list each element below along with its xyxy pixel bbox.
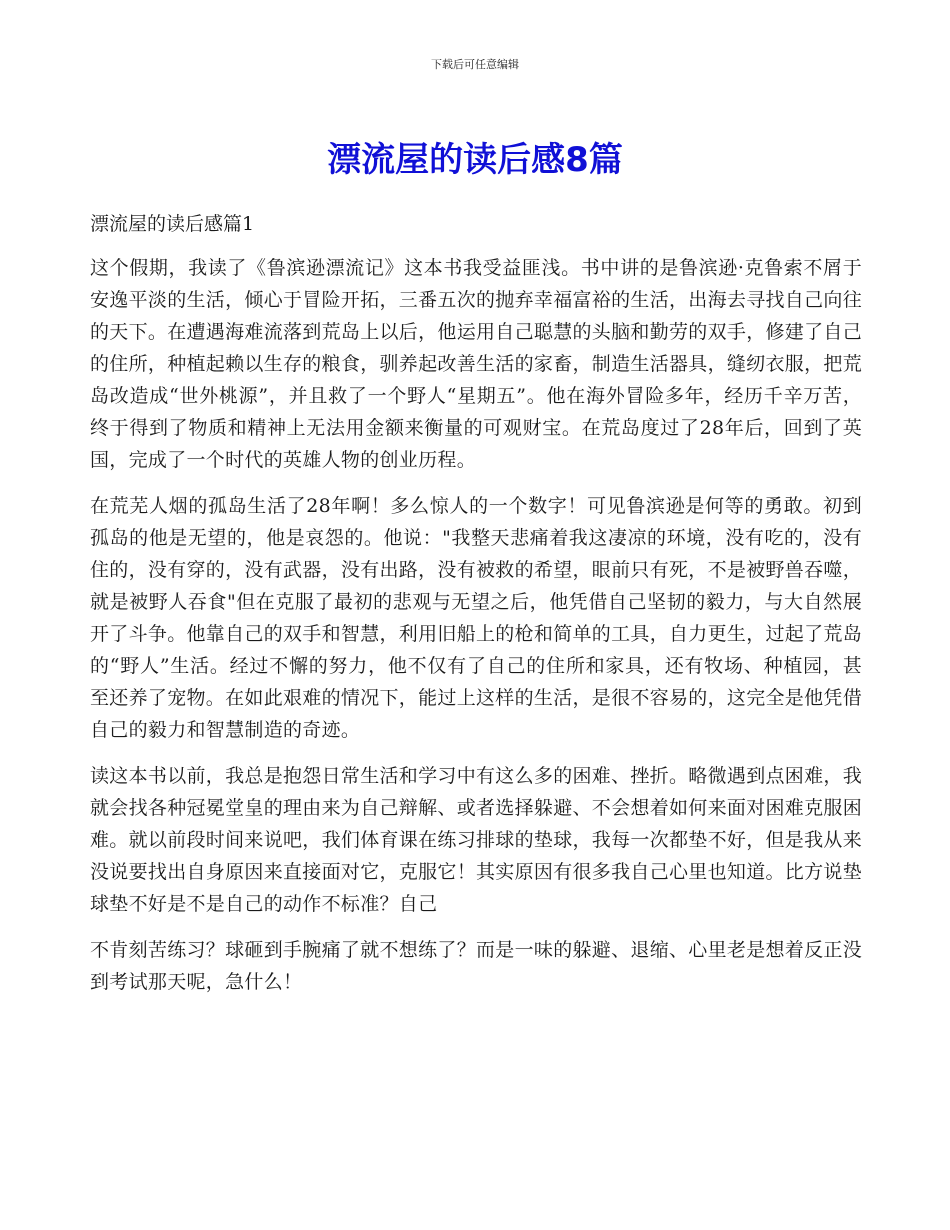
paragraph: 这个假期，我读了《鲁滨逊漂流记》这本书我受益匪浅。书中讲的是鲁滨逊·克鲁索不屑于安逸平淡的生活，倾心于冒险开拓，三番五次的抛弃幸福富裕的生活，出海去寻找自己向往的天下。在遭遇海难流落到荒岛上以后，他运用自己聪慧的头脑和勤劳的双手，修建了自己的住所，种植起赖以生存的粮食，驯养起改善生活的家畜，制造生活器具，缝纫衣服，把荒岛改造成“世外桃源”，并且救了一个野人“星期五”。他在海外冒险多年，经历千辛万苦，终于得到了物质和精神上无法用金额来衡量的可观财宝。在荒岛度过了28年后，回到了英国，完成了一个时代的英雄人物的创业历程。 [90, 257, 863, 471]
header-note: 下载后可任意编辑 [431, 58, 519, 71]
paragraph: 读这本书以前，我总是抱怨日常生活和学习中有这么多的困难、挫折。略微遇到点困难，我就会找各种冠冕堂皇的理由来为自己辩解、或者选择躲避、不会想着如何来面对困难克服困难。就以前段时间来说吧，我们体育课在练习排球的垫球，我每一次都垫不好，但是我从来没说要找出自身原因来直接面对它，克服它！其实原因有很多我自己心里也知道。比方说垫球垫不好是不是自己的动作不标准？自己 [90, 765, 863, 915]
document-body [90, 208, 862, 1012]
paragraph: 在荒芜人烟的孤岛生活了28年啊！多么惊人的一个数字！可见鲁滨逊是何等的勇敢。初到孤岛的他是无望的，他是哀怨的。他说："我整天悲痛着我这凄凉的环境，没有吃的，没有住的，没有穿的，没有武器，没有出路，没有被救的希望，眼前只有死，不是被野兽吞噬，就是被野人吞食"但在克服了最初的悲观与无望之后，他凭借自己坚韧的毅力，与大自然展开了斗争。他靠自己的双手和智慧，利用旧船上的枪和简单的工具，自力更生，过起了荒岛的“野人”生活。经过不懈的努力，他不仅有了自己的住所和家具，还有牧场、种植园，甚至还养了宠物。在如此艰难的情况下，能过上这样的生活，是很不容易的，这完全是他凭借自己的毅力和智慧制造的奇迹。 [90, 495, 863, 741]
document-title: 漂流屋的读后感8篇 [327, 140, 623, 180]
section-heading: 漂流屋的读后感篇1 [90, 213, 255, 235]
paragraph: 不肯刻苦练习？球砸到手腕痛了就不想练了？而是一味的躲避、退缩、心里老是想着反正没到考试那天呢，急什么！ [90, 939, 863, 993]
